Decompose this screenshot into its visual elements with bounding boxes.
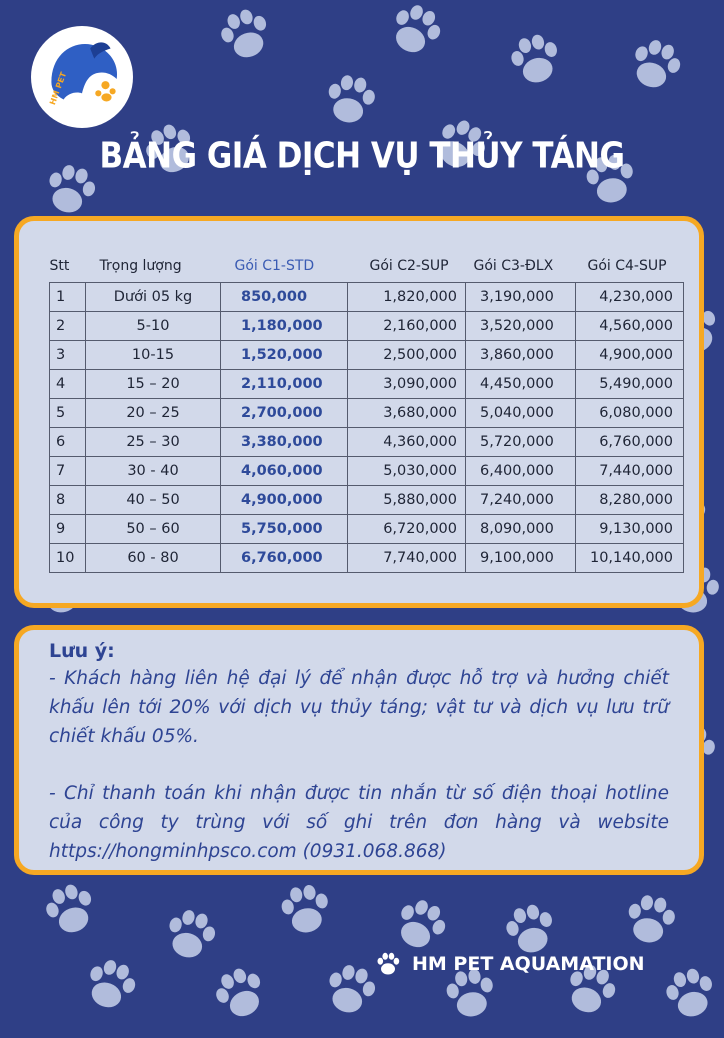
table-row xyxy=(50,312,684,341)
cell-weight: 60 - 80 xyxy=(86,544,221,573)
cell-c3: 5,720,000 xyxy=(466,428,576,457)
cell-c3: 8,090,000 xyxy=(466,515,576,544)
cell-stt: 10 xyxy=(50,544,86,573)
table-row xyxy=(50,544,684,573)
cell-stt: 8 xyxy=(50,486,86,515)
header-stt: Stt xyxy=(49,258,70,274)
cell-c4: 6,080,000 xyxy=(576,399,684,428)
cell-c3: 5,040,000 xyxy=(466,399,576,428)
logo xyxy=(31,26,133,128)
paw-print-icon xyxy=(153,898,226,971)
cell-stt: 2 xyxy=(50,312,86,341)
table-row xyxy=(50,486,684,515)
table-row xyxy=(50,283,684,312)
cell-c3: 4,450,000 xyxy=(466,370,576,399)
cell-c1: 850,000 xyxy=(221,283,348,312)
cell-c2: 6,720,000 xyxy=(348,515,466,544)
cell-stt: 9 xyxy=(50,515,86,544)
note-title: Lưu ý: xyxy=(49,640,115,662)
cell-weight: 30 - 40 xyxy=(86,457,221,486)
paw-print-icon xyxy=(653,957,724,1030)
paw-print-icon xyxy=(615,885,685,955)
cell-c2: 5,030,000 xyxy=(348,457,466,486)
price-table-card xyxy=(14,216,704,608)
table-row xyxy=(50,428,684,457)
cell-weight: 15 – 20 xyxy=(86,370,221,399)
note-card xyxy=(14,625,704,875)
header-c3: Gói C3-ĐLX xyxy=(473,258,554,274)
cell-weight: 20 – 25 xyxy=(86,399,221,428)
cell-c1: 2,110,000 xyxy=(221,370,348,399)
cell-weight: 40 – 50 xyxy=(86,486,221,515)
cell-c4: 4,230,000 xyxy=(576,283,684,312)
cell-c4: 4,560,000 xyxy=(576,312,684,341)
header-weight: Trọng lượng xyxy=(99,258,182,274)
paw-print-icon xyxy=(32,872,109,949)
cell-weight: 50 – 60 xyxy=(86,515,221,544)
cell-c4: 6,760,000 xyxy=(576,428,684,457)
cell-c2: 4,360,000 xyxy=(348,428,466,457)
cell-c3: 3,860,000 xyxy=(466,341,576,370)
header-c2: Gói C2-SUP xyxy=(369,258,449,274)
dog-logo-icon xyxy=(31,26,133,128)
table-row xyxy=(50,399,684,428)
header-c4: Gói C4-SUP xyxy=(587,258,667,274)
cell-c1: 6,760,000 xyxy=(221,544,348,573)
cell-c3: 6,400,000 xyxy=(466,457,576,486)
cell-c3: 7,240,000 xyxy=(466,486,576,515)
cell-c1: 1,180,000 xyxy=(221,312,348,341)
note-line-2: - Chỉ thanh toán khi nhận được tin nhắn từ số điện thoại hotline của công ty trùng với số ghi trên đơn hàng và website https://hongminhpsco.com (0931.068.868) xyxy=(49,783,669,862)
cell-weight: 5-10 xyxy=(86,312,221,341)
cell-weight: 25 – 30 xyxy=(86,428,221,457)
cell-c4: 9,130,000 xyxy=(576,515,684,544)
cell-stt: 5 xyxy=(50,399,86,428)
cell-c1: 2,700,000 xyxy=(221,399,348,428)
cell-c4: 7,440,000 xyxy=(576,457,684,486)
cell-c4: 5,490,000 xyxy=(576,370,684,399)
cell-c3: 3,190,000 xyxy=(466,283,576,312)
paw-print-icon xyxy=(375,0,455,70)
cell-stt: 3 xyxy=(50,341,86,370)
cell-weight: Dưới 05 kg xyxy=(86,283,221,312)
header-c1: Gói C1-STD xyxy=(234,258,315,274)
cell-stt: 7 xyxy=(50,457,86,486)
page-title: BẢNG GIÁ DỊCH VỤ THỦY TÁNG xyxy=(99,135,625,177)
cell-weight: 10-15 xyxy=(86,341,221,370)
cell-c2: 7,740,000 xyxy=(348,544,466,573)
cell-c2: 2,500,000 xyxy=(348,341,466,370)
logo-text: HM PET xyxy=(48,70,69,107)
cell-c2: 5,880,000 xyxy=(348,486,466,515)
paw-print-icon xyxy=(617,27,694,104)
price-table xyxy=(49,254,684,573)
brand-footer xyxy=(374,950,645,978)
cell-c1: 3,380,000 xyxy=(221,428,348,457)
paw-print-icon xyxy=(207,0,284,73)
note-line-1: - Khách hàng liên hệ đại lý để nhận được hỗ trợ và hưởng chiết khấu lên tới 20% với dịch vụ thủy táng; vật tư và dịch vụ lưu trữ chiết khấu 05%. xyxy=(49,668,669,747)
cell-c2: 2,160,000 xyxy=(348,312,466,341)
table-row xyxy=(50,457,684,486)
brand-text: HM PET AQUAMATION xyxy=(412,953,645,975)
paw-print-icon xyxy=(270,875,340,945)
paw-icon xyxy=(374,950,402,978)
paw-print-icon xyxy=(498,23,571,96)
table-header-row xyxy=(50,254,684,283)
cell-stt: 4 xyxy=(50,370,86,399)
cell-stt: 1 xyxy=(50,283,86,312)
table-row xyxy=(50,341,684,370)
cell-c1: 5,750,000 xyxy=(221,515,348,544)
cell-c3: 3,520,000 xyxy=(466,312,576,341)
table-row xyxy=(50,515,684,544)
table-row xyxy=(50,370,684,399)
paw-print-icon xyxy=(72,947,149,1024)
cell-c2: 1,820,000 xyxy=(348,283,466,312)
cell-c2: 3,090,000 xyxy=(348,370,466,399)
cell-c1: 1,520,000 xyxy=(221,341,348,370)
paw-print-icon xyxy=(315,65,385,135)
cell-c3: 9,100,000 xyxy=(466,544,576,573)
cell-c4: 4,900,000 xyxy=(576,341,684,370)
cell-c1: 4,900,000 xyxy=(221,486,348,515)
cell-c4: 10,140,000 xyxy=(576,544,684,573)
cell-c4: 8,280,000 xyxy=(576,486,684,515)
cell-c1: 4,060,000 xyxy=(221,457,348,486)
cell-stt: 6 xyxy=(50,428,86,457)
cell-c2: 3,680,000 xyxy=(348,399,466,428)
